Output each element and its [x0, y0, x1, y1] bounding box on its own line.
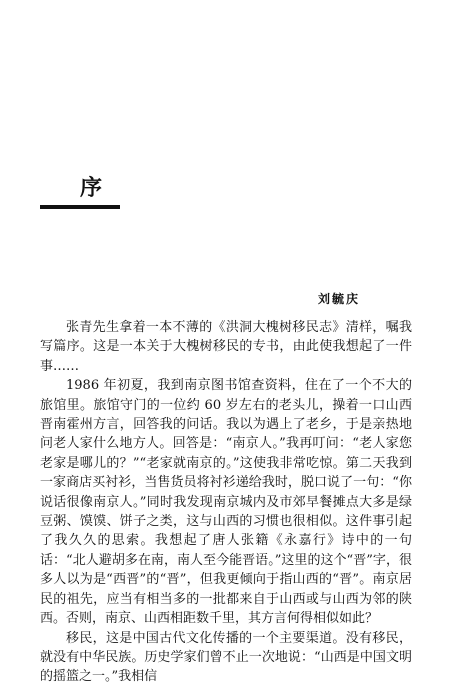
author-name: 刘毓庆	[318, 292, 361, 306]
paragraph: 1986 年初夏，我到南京图书馆查资料，住在了一个不大的旅馆里。旅馆守门的一位约 60 岁左右的老头儿，操着一口山西晋南霍州方言，回答我的问话。我以为遇上了老乡，于是亲热地问老人家什么地方人。回答是：“南京人。”我再叮问：“老人家您老家是哪儿的？”“老家就南京的。”这使我非常吃惊。第二天我到一家商店买衬衫，当售货员将衬衫递给我时，脱口说了一句：“你说话很像南京人。”同时我发现南京城内及市郊早餐摊点大多是绿豆粥、馍馍、饼子之类，这与山西的习惯也很相似。这件事引起了我久久的思索。我想起了唐人张籍《永嘉行》诗中的一句话：“北人避胡多在南，南人至今能晋语。”这里的这个“晋”字，很多人以为是“西晋”的“晋”，但我更倾向于指山西的“晋”。南京居民的祖先，应当有相当多的一批都来自于山西或与山西为邻的陕西。否则，南京、山西相距数千里，其方言何得相似如此？	[40, 378, 412, 627]
preface-body	[40, 318, 412, 687]
page-title: 序	[80, 176, 105, 201]
paragraph: 移民，这是中国古代文化传播的一个主要渠道。没有移民，就没有中华民族。历史学家们曾不止一次地说：“山西是中国文明的摇篮之一。”我相信	[40, 630, 412, 685]
paragraph: 张青先生拿着一本不薄的《洪洞大槐树移民志》清样，嘱我写篇序。这是一本关于大槐树移民的专书，由此使我想起了一件事……	[40, 320, 412, 374]
title-underline	[40, 205, 120, 209]
